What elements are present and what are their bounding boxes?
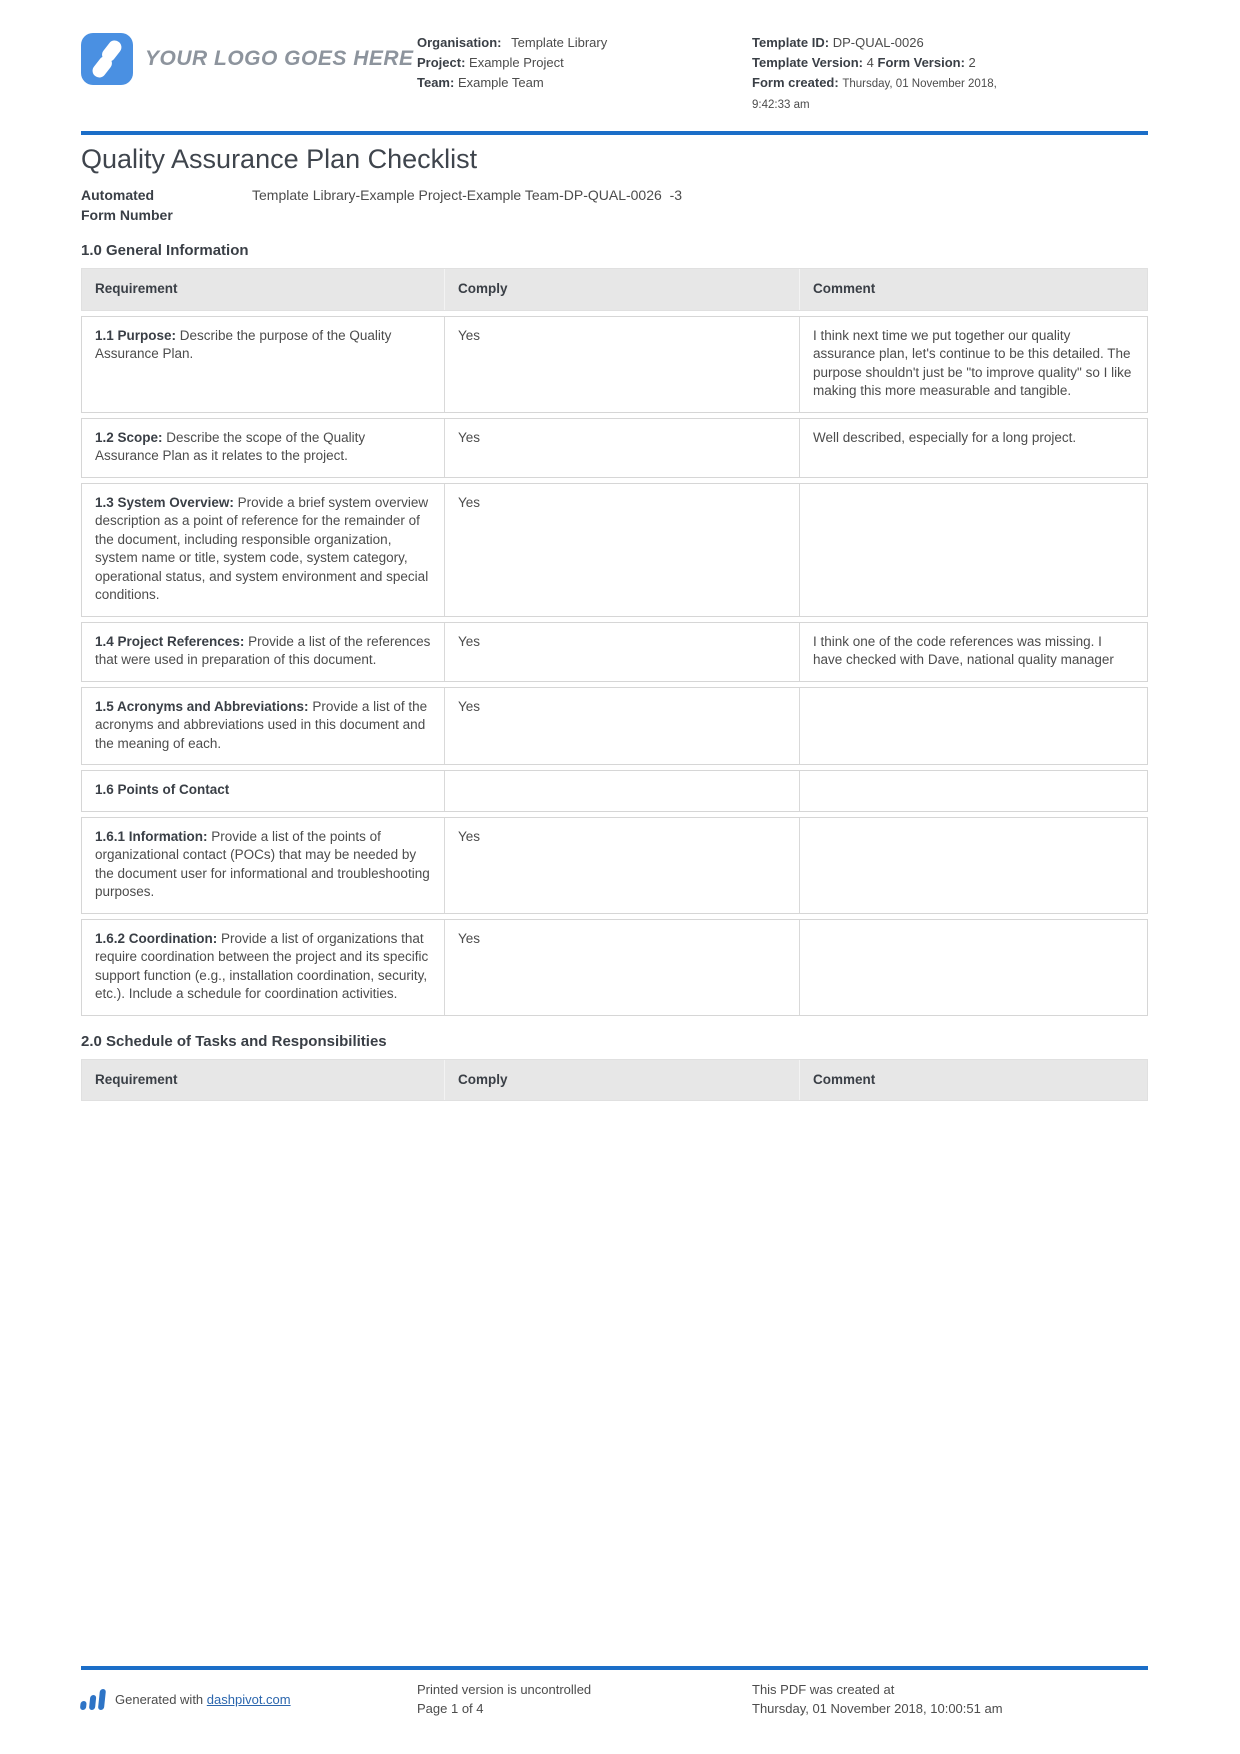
project-value: Example Project	[469, 55, 564, 70]
comply-cell: Yes	[444, 419, 799, 477]
template-version-value: 4	[866, 55, 874, 70]
comply-cell: Yes	[444, 818, 799, 913]
requirement-cell: 1.6 Points of Contact	[95, 782, 230, 797]
general-information-table	[81, 268, 1148, 1016]
header-org-block	[417, 33, 752, 93]
column-header-requirement: Requirement	[95, 1071, 178, 1087]
page-number-text: Page 1 of 4	[417, 1701, 484, 1716]
comment-cell	[799, 484, 1147, 616]
team-label: Team:	[417, 75, 455, 90]
pdf-created-label: This PDF was created at	[752, 1682, 895, 1697]
requirement-cell: 1.3 System Overview: Provide a brief system overview description as a point of reference for the remainder of the document, including responsible organization, system name or title, system code, system category, operational status, and system environment and special conditions.	[95, 494, 429, 602]
table-row	[81, 770, 1148, 812]
requirement-cell: 1.6.1 Information: Provide a list of the points of organizational contact (POCs) that may be needed by the document user for informational and troubleshooting purposes.	[95, 828, 430, 899]
project-label: Project:	[417, 55, 466, 70]
form-version-value: 2	[968, 55, 976, 70]
comply-cell: Yes	[444, 623, 799, 681]
comment-cell: I think one of the code references was missing. I have checked with Dave, national quality manager	[799, 623, 1147, 681]
team-value: Example Team	[457, 75, 544, 90]
automated-form-number-row	[81, 185, 1148, 225]
comply-cell: Yes	[444, 317, 799, 412]
project-line	[417, 53, 752, 73]
column-header-comment: Comment	[799, 1060, 1147, 1101]
requirement-cell: 1.2 Scope: Describe the scope of the Quality Assurance Plan as it relates to the project.	[95, 429, 366, 463]
schedule-tasks-table	[81, 1059, 1148, 1102]
comply-cell	[444, 771, 799, 811]
bar-chart-logo-icon	[80, 1688, 106, 1710]
logo-placeholder-text: YOUR LOGO GOES HERE	[145, 47, 414, 70]
table-row	[81, 418, 1148, 478]
table-row	[81, 919, 1148, 1016]
s-mark-logo-icon	[81, 33, 133, 85]
section-heading-1: 1.0 General Information	[81, 242, 249, 259]
comment-cell	[799, 688, 1147, 765]
organisation-value: Template Library	[511, 35, 608, 50]
generated-with-text: Generated with dashpivot.com	[115, 1691, 291, 1707]
requirement-cell: 1.5 Acronyms and Abbreviations: Provide a list of the acronyms and abbreviations used in this document and the meaning of each.	[95, 698, 428, 751]
requirement-cell: 1.1 Purpose: Describe the purpose of the Quality Assurance Plan.	[95, 327, 392, 361]
comment-cell: I think next time we put together our quality assurance plan, let's continue to be this detailed. The purpose shouldn't just be "to improve quality" so I like making this more measurable and tangible.	[799, 317, 1147, 412]
comply-cell: Yes	[444, 688, 799, 765]
footer-generated-block	[81, 1680, 417, 1718]
table-row	[81, 483, 1148, 617]
organisation-line	[417, 33, 752, 53]
template-id-label: Template ID:	[752, 35, 830, 50]
team-line	[417, 73, 752, 93]
organisation-label: Organisation:	[417, 35, 502, 50]
header-template-block	[752, 33, 1148, 115]
comply-cell: Yes	[444, 484, 799, 616]
table-row	[81, 817, 1148, 914]
document-header	[81, 33, 1148, 115]
form-created-label: Form created:	[752, 75, 839, 90]
company-logo	[81, 33, 417, 85]
printed-version-text: Printed version is uncontrolled	[417, 1682, 592, 1697]
document-footer	[81, 1666, 1148, 1718]
table-row	[81, 622, 1148, 682]
comply-cell: Yes	[444, 920, 799, 1015]
requirement-cell: 1.6.2 Coordination: Provide a list of organizations that require coordination between the project and its specific support function (e.g., installation coordination, security, etc.). Include a schedule for coordination activities.	[95, 930, 429, 1001]
comment-cell	[799, 771, 1147, 811]
table-row	[81, 316, 1148, 413]
form-version-label: Form Version:	[877, 55, 965, 70]
comment-cell: Well described, especially for a long project.	[799, 419, 1147, 477]
table-header-row	[81, 1059, 1148, 1102]
footer-divider-rule	[81, 1666, 1148, 1670]
template-id-value: DP-QUAL-0026	[832, 35, 924, 50]
requirement-cell: 1.4 Project References: Provide a list of the references that were used in preparation of this document.	[95, 633, 431, 667]
template-id-line	[752, 33, 1148, 53]
column-header-requirement: Requirement	[95, 281, 178, 296]
footer-printed-block	[417, 1680, 752, 1718]
comment-cell	[799, 920, 1147, 1015]
template-version-label: Template Version:	[752, 55, 864, 70]
automated-form-number-label: Automated Form Number	[81, 187, 173, 223]
title-divider-rule	[81, 131, 1148, 135]
automated-form-number-value: Template Library-Example Project-Example Team-DP-QUAL-0026 -3	[252, 187, 683, 203]
form-created-value: Thursday, 01 November 2018, 9:42:33 am	[752, 78, 997, 111]
column-header-comply: Comply	[444, 269, 799, 310]
comment-cell	[799, 818, 1147, 913]
footer-created-block	[752, 1680, 1148, 1718]
dashpivot-link[interactable]: dashpivot.com	[206, 1691, 291, 1707]
section-heading-2: 2.0 Schedule of Tasks and Responsibilities	[81, 1032, 387, 1050]
page-title: Quality Assurance Plan Checklist	[81, 144, 478, 174]
version-line	[752, 53, 1148, 73]
form-created-line	[752, 73, 1004, 115]
table-row	[81, 687, 1148, 766]
table-header-row	[81, 268, 1148, 311]
column-header-comply: Comply	[444, 1060, 799, 1101]
column-header-comment: Comment	[799, 269, 1147, 310]
pdf-created-timestamp: Thursday, 01 November 2018, 10:00:51 am	[752, 1701, 1003, 1716]
